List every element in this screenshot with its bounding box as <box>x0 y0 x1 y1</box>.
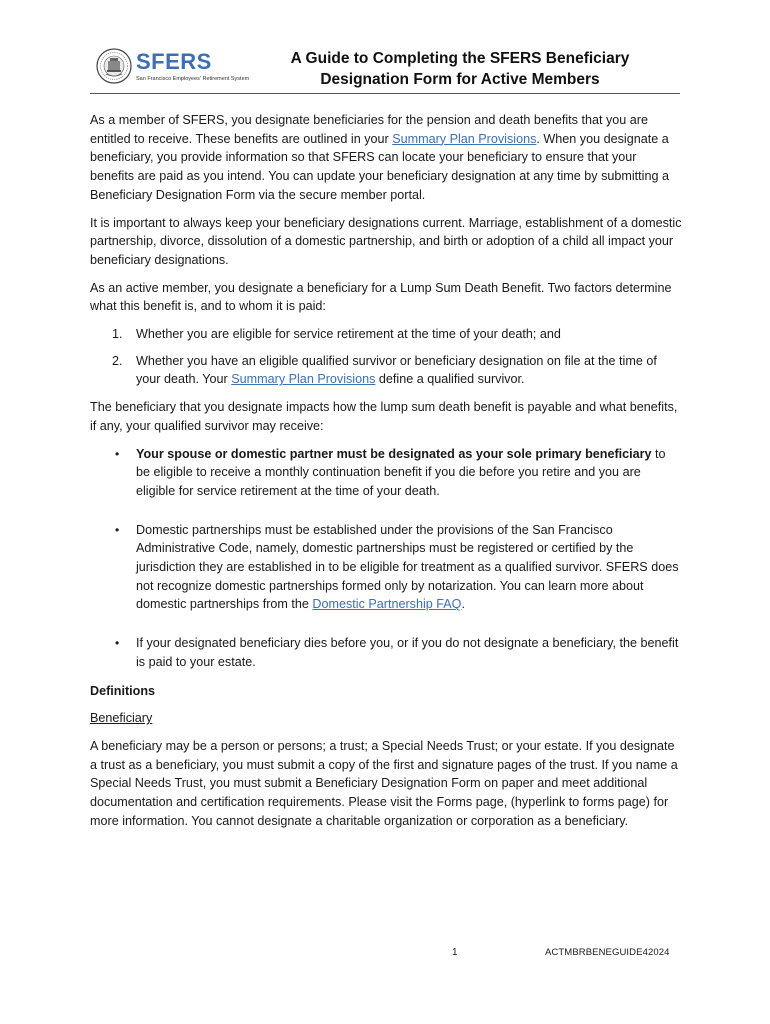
beneficiary-subheading: Beneficiary <box>90 711 153 726</box>
summary-plan-provisions-link-2[interactable]: Summary Plan Provisions <box>231 372 376 387</box>
beneficiary-definition: A beneficiary may be a person or persons; a trust; a Special Needs Trust; or your estate. If you designate a trust as a beneficiary, you must submit a copy of the first and signature pages of the trust. If you name a Special Needs Trust, you must submit a Beneficiary Designation Form on paper and meet additional documentation and certification requirements. Please visit the Forms page, (hyperlink to forms page) for more information. You cannot designate a charitable organization or corporation as a beneficiary. <box>90 738 678 828</box>
bullet-bold-text: Your spouse or domestic partner must be designated as your sole primary beneficiary <box>136 446 652 461</box>
intro-text: As a member of SFERS, you designate beneficiaries for the pension and death benefits that you are entitled to receive. These benefits are outlined in your <box>90 113 648 146</box>
bullet-icon: • <box>115 446 120 461</box>
intro-paragraph-3: As an active member, you designate a beneficiary for a Lump Sum Death Benefit. Two factors determine what this benefit is, and to whom it is paid: <box>90 280 672 314</box>
city-seal-icon <box>96 48 132 84</box>
header-divider <box>90 93 680 94</box>
factors-list <box>90 325 682 389</box>
summary-plan-provisions-link[interactable]: Summary Plan Provisions <box>392 131 537 146</box>
list-item-text: Whether you are eligible for service retirement at the time of your death; and <box>136 327 561 342</box>
intro-text-cont: . When you designate a beneficiary, you provide information so that SFERS can locate your beneficiary to ensure that your benefits are paid as you intend. You can update your beneficiary designation at any time by submitting a Beneficiary Designation Form via the secure member portal. <box>90 131 669 202</box>
bullet-text: If your designated beneficiary dies before you, or if you do not designate a beneficiary, the benefit is paid to your estate. <box>136 636 679 669</box>
logo-subtitle: San Francisco Employees' Retirement System <box>136 76 250 82</box>
intro-paragraph-2: It is important to always keep your beneficiary designations current. Marriage, establishment of a domestic partnership, divorce, dissolution of a domestic partnership, and birth or adoption of a child all impact your beneficiary designations. <box>90 215 682 267</box>
bullet-icon: • <box>115 522 120 537</box>
bullet-text: to be eligible to receive a monthly continuation benefit if you die before you retire and you are eligible for service retirement at the time of your death. <box>136 446 666 498</box>
definitions-heading: Definitions <box>90 683 156 698</box>
sfers-logo <box>96 48 250 88</box>
list-item <box>90 445 682 501</box>
list-item <box>90 352 682 389</box>
list-item-text-cont: define a qualified survivor. <box>375 372 525 387</box>
list-item <box>90 325 682 344</box>
document-code: ACTMBRBENEGUIDE42024 <box>545 947 670 958</box>
list-item <box>90 634 682 671</box>
page-header <box>90 40 680 92</box>
logo-wordmark: SFERS <box>136 49 212 74</box>
title-line-2: Designation Form for Active Members <box>320 71 600 88</box>
impact-paragraph: The beneficiary that you designate impacts how the lump sum death benefit is payable and what benefits, if any, your qualified survivor may receive: <box>90 400 678 433</box>
list-item <box>90 521 682 615</box>
list-number: 2. <box>112 353 123 368</box>
domestic-partnership-faq-link[interactable]: Domestic Partnership FAQ <box>312 597 462 612</box>
list-number: 1. <box>112 327 123 342</box>
intro-paragraph-1 <box>90 111 682 205</box>
bullet-text-cont: . <box>461 597 465 612</box>
page-number: 1 <box>452 947 458 958</box>
list-item-text: Whether you have an eligible qualified survivor or beneficiary designation on file at the time of your death. Your <box>136 353 657 387</box>
benefit-bullets <box>90 445 682 672</box>
page-title <box>270 48 650 90</box>
title-line-1: A Guide to Completing the SFERS Beneficiary <box>290 50 630 67</box>
bullet-icon: • <box>115 636 120 651</box>
document-body <box>90 111 682 840</box>
bullet-text: Domestic partnerships must be established under the provisions of the San Francisco Administrative Code, namely, domestic partnerships must be registered or certified by the jurisdiction they are established in to be eligible for treatment as a qualified survivor. SFERS does not recognize domestic partnerships formed only by notarization. You can learn more about domestic partnerships from the <box>136 522 679 612</box>
